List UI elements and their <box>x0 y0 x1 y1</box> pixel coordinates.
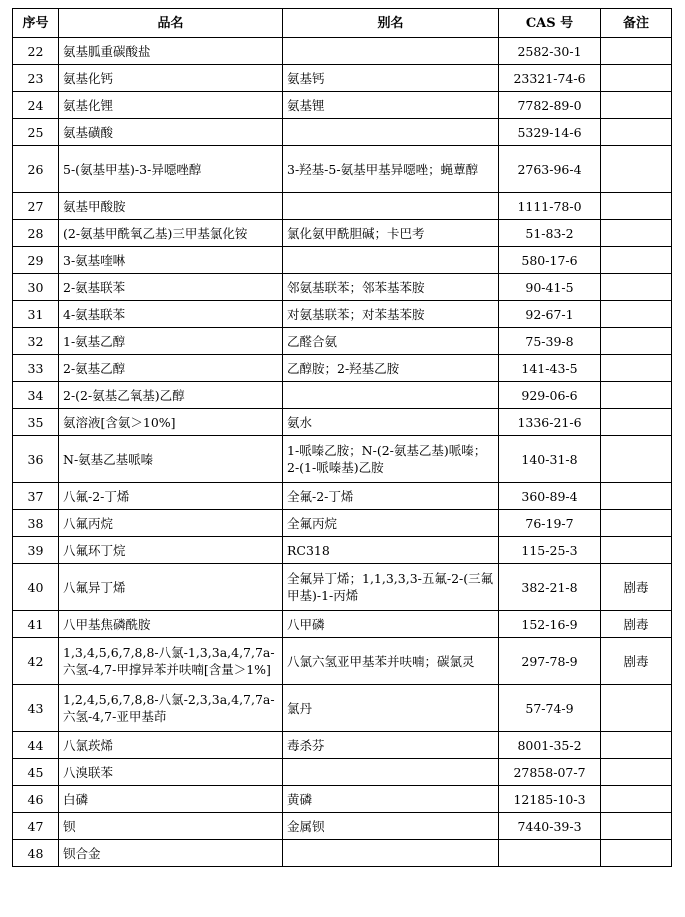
table-header-row <box>13 9 672 38</box>
table-row <box>13 759 672 786</box>
cell-cas: 152-16-9 <box>499 611 601 638</box>
cell-cas: 297-78-9 <box>499 638 601 685</box>
cell-cas: 5329-14-6 <box>499 119 601 146</box>
table-row <box>13 732 672 759</box>
cell-alias: 氯丹 <box>283 685 499 732</box>
cell-note <box>601 483 672 510</box>
cell-index: 39 <box>13 537 59 564</box>
cell-index: 29 <box>13 247 59 274</box>
cell-note <box>601 759 672 786</box>
cell-index: 24 <box>13 92 59 119</box>
cell-alias: 乙醇胺；2-羟基乙胺 <box>283 355 499 382</box>
cell-index: 38 <box>13 510 59 537</box>
cell-cas: 92-67-1 <box>499 301 601 328</box>
cell-name: 2-氨基联苯 <box>59 274 283 301</box>
cell-alias: 邻氨基联苯；邻苯基苯胺 <box>283 274 499 301</box>
cell-cas: 27858-07-7 <box>499 759 601 786</box>
cell-name: 八氯莰烯 <box>59 732 283 759</box>
table-body <box>13 38 672 867</box>
header-cas: CAS 号 <box>499 9 601 38</box>
table-row <box>13 840 672 867</box>
cell-cas: 360-89-4 <box>499 483 601 510</box>
cell-alias <box>283 247 499 274</box>
cell-note <box>601 537 672 564</box>
table-row <box>13 119 672 146</box>
cell-cas: 76-19-7 <box>499 510 601 537</box>
cell-name: 钡 <box>59 813 283 840</box>
cell-index: 33 <box>13 355 59 382</box>
cell-index: 26 <box>13 146 59 193</box>
cell-cas: 57-74-9 <box>499 685 601 732</box>
table-row <box>13 382 672 409</box>
cell-alias: 八氯六氢亚甲基苯并呋喃；碳氯灵 <box>283 638 499 685</box>
cell-index: 28 <box>13 220 59 247</box>
cell-cas <box>499 840 601 867</box>
table-row <box>13 510 672 537</box>
cell-note <box>601 436 672 483</box>
table-row <box>13 685 672 732</box>
cell-note <box>601 193 672 220</box>
cell-alias: 氨基钙 <box>283 65 499 92</box>
cell-index: 22 <box>13 38 59 65</box>
cell-index: 43 <box>13 685 59 732</box>
cell-alias: 毒杀芬 <box>283 732 499 759</box>
cell-note <box>601 813 672 840</box>
table-row <box>13 301 672 328</box>
cell-note <box>601 274 672 301</box>
cell-note <box>601 92 672 119</box>
table-row <box>13 247 672 274</box>
cell-index: 40 <box>13 564 59 611</box>
cell-cas: 7440-39-3 <box>499 813 601 840</box>
cell-alias: 氨水 <box>283 409 499 436</box>
table-row <box>13 146 672 193</box>
table-row <box>13 38 672 65</box>
header-alias: 别名 <box>283 9 499 38</box>
header-index: 序号 <box>13 9 59 38</box>
table-row <box>13 537 672 564</box>
cell-name: 八氟-2-丁烯 <box>59 483 283 510</box>
cell-index: 41 <box>13 611 59 638</box>
cell-note <box>601 65 672 92</box>
cell-cas: 2582-30-1 <box>499 38 601 65</box>
cell-name: 八甲基焦磷酰胺 <box>59 611 283 638</box>
cell-name: 白磷 <box>59 786 283 813</box>
cell-name: 3-氨基喹啉 <box>59 247 283 274</box>
cell-cas: 141-43-5 <box>499 355 601 382</box>
table-row <box>13 483 672 510</box>
cell-cas: 8001-35-2 <box>499 732 601 759</box>
cell-name: 八氟异丁烯 <box>59 564 283 611</box>
cell-alias: 3-羟基-5-氨基甲基异噁唑；蝇蕈醇 <box>283 146 499 193</box>
table-row <box>13 436 672 483</box>
table-row <box>13 92 672 119</box>
cell-alias <box>283 193 499 220</box>
header-name: 品名 <box>59 9 283 38</box>
cell-index: 27 <box>13 193 59 220</box>
cell-cas: 140-31-8 <box>499 436 601 483</box>
cell-name: 5-(氨基甲基)-3-异噁唑醇 <box>59 146 283 193</box>
cell-alias <box>283 759 499 786</box>
cell-name: 氨基胍重碳酸盐 <box>59 38 283 65</box>
table-row <box>13 65 672 92</box>
cell-cas: 7782-89-0 <box>499 92 601 119</box>
cell-alias: 氯化氨甲酰胆碱；卡巴考 <box>283 220 499 247</box>
table-row <box>13 355 672 382</box>
cell-alias: RC318 <box>283 537 499 564</box>
cell-alias: 氨基锂 <box>283 92 499 119</box>
cell-note: 剧毒 <box>601 611 672 638</box>
table-row <box>13 409 672 436</box>
cell-name: 氨基磺酸 <box>59 119 283 146</box>
cell-note <box>601 328 672 355</box>
cell-alias: 全氟-2-丁烯 <box>283 483 499 510</box>
cell-index: 44 <box>13 732 59 759</box>
cell-note <box>601 510 672 537</box>
table-row <box>13 220 672 247</box>
cell-name: 氨基甲酸胺 <box>59 193 283 220</box>
cell-alias: 全氟丙烷 <box>283 510 499 537</box>
cell-note <box>601 409 672 436</box>
cell-alias <box>283 840 499 867</box>
cell-index: 35 <box>13 409 59 436</box>
cell-cas: 1111-78-0 <box>499 193 601 220</box>
cell-name: 氨基化锂 <box>59 92 283 119</box>
cell-note: 剧毒 <box>601 564 672 611</box>
cell-name: 2-氨基乙醇 <box>59 355 283 382</box>
cell-index: 31 <box>13 301 59 328</box>
cell-note <box>601 786 672 813</box>
cell-cas: 23321-74-6 <box>499 65 601 92</box>
cell-cas: 2763-96-4 <box>499 146 601 193</box>
table-row <box>13 813 672 840</box>
cell-alias <box>283 382 499 409</box>
chemical-table <box>12 8 672 867</box>
cell-name: 八氟丙烷 <box>59 510 283 537</box>
cell-note <box>601 247 672 274</box>
cell-alias: 黄磷 <box>283 786 499 813</box>
cell-alias: 全氟异丁烯；1,1,3,3,3-五氟-2-(三氟甲基)-1-丙烯 <box>283 564 499 611</box>
cell-name: 氨基化钙 <box>59 65 283 92</box>
cell-note <box>601 38 672 65</box>
table-row <box>13 193 672 220</box>
cell-alias: 对氨基联苯；对苯基苯胺 <box>283 301 499 328</box>
cell-cas: 90-41-5 <box>499 274 601 301</box>
cell-cas: 51-83-2 <box>499 220 601 247</box>
table-row <box>13 611 672 638</box>
cell-alias: 八甲磷 <box>283 611 499 638</box>
cell-cas: 929-06-6 <box>499 382 601 409</box>
table-row <box>13 274 672 301</box>
cell-index: 36 <box>13 436 59 483</box>
cell-index: 37 <box>13 483 59 510</box>
cell-index: 42 <box>13 638 59 685</box>
cell-note <box>601 732 672 759</box>
cell-alias: 乙醛合氨 <box>283 328 499 355</box>
cell-name: 八溴联苯 <box>59 759 283 786</box>
cell-name: 2-(2-氨基乙氧基)乙醇 <box>59 382 283 409</box>
table-row <box>13 328 672 355</box>
cell-cas: 1336-21-6 <box>499 409 601 436</box>
table-row <box>13 786 672 813</box>
cell-name: 4-氨基联苯 <box>59 301 283 328</box>
cell-name: 钡合金 <box>59 840 283 867</box>
cell-cas: 580-17-6 <box>499 247 601 274</box>
cell-alias <box>283 38 499 65</box>
cell-note <box>601 382 672 409</box>
cell-index: 46 <box>13 786 59 813</box>
cell-note <box>601 220 672 247</box>
header-note: 备注 <box>601 9 672 38</box>
cell-name: N-氨基乙基哌嗪 <box>59 436 283 483</box>
cell-cas: 115-25-3 <box>499 537 601 564</box>
cell-index: 25 <box>13 119 59 146</box>
cell-index: 48 <box>13 840 59 867</box>
cell-note <box>601 840 672 867</box>
cell-name: 1,2,4,5,6,7,8,8-八氯-2,3,3a,4,7,7a-六氢-4,7-亚甲基茚 <box>59 685 283 732</box>
cell-note <box>601 301 672 328</box>
cell-index: 23 <box>13 65 59 92</box>
cell-name: 八氟环丁烷 <box>59 537 283 564</box>
cell-index: 47 <box>13 813 59 840</box>
cell-name: 氨溶液[含氨＞10%] <box>59 409 283 436</box>
cell-index: 34 <box>13 382 59 409</box>
cell-note <box>601 685 672 732</box>
cell-alias <box>283 119 499 146</box>
cell-cas: 12185-10-3 <box>499 786 601 813</box>
cell-name: (2-氨基甲酰氧乙基)三甲基氯化铵 <box>59 220 283 247</box>
cell-alias: 金属钡 <box>283 813 499 840</box>
cell-cas: 75-39-8 <box>499 328 601 355</box>
cell-note <box>601 355 672 382</box>
cell-index: 30 <box>13 274 59 301</box>
table-row <box>13 564 672 611</box>
cell-note <box>601 119 672 146</box>
cell-alias: 1-哌嗪乙胺；N-(2-氨基乙基)哌嗪；2-(1-哌嗪基)乙胺 <box>283 436 499 483</box>
cell-note: 剧毒 <box>601 638 672 685</box>
cell-index: 32 <box>13 328 59 355</box>
cell-cas: 382-21-8 <box>499 564 601 611</box>
cell-name: 1,3,4,5,6,7,8,8-八氯-1,3,3a,4,7,7a-六氢-4,7-甲撑异苯并呋喃[含量＞1%] <box>59 638 283 685</box>
cell-index: 45 <box>13 759 59 786</box>
cell-note <box>601 146 672 193</box>
cell-name: 1-氨基乙醇 <box>59 328 283 355</box>
table-row <box>13 638 672 685</box>
